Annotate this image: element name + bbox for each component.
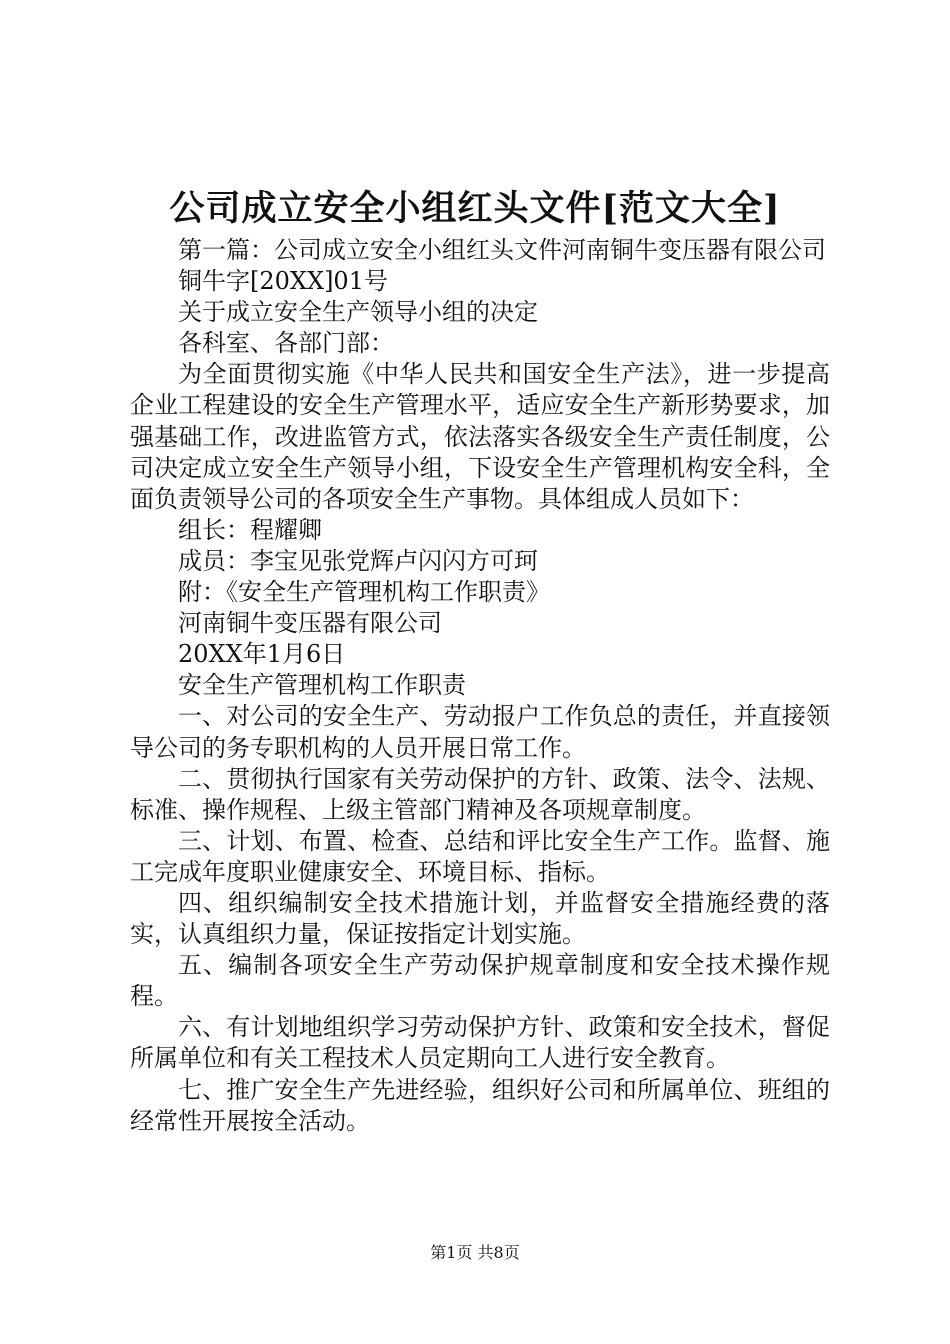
- paragraph: 二、贯彻执行国家有关劳动保护的方针、政策、法令、法规、标准、操作规程、上级主管部门精神及各项规章制度。: [130, 764, 830, 824]
- paragraph: 一、对公司的安全生产、劳动报户工作负总的责任，并直接领导公司的务专职机构的人员开展日常工作。: [130, 702, 830, 762]
- paragraph: 铜牛字[20XX]01号: [178, 267, 388, 296]
- paragraph: 20XX年1月6日: [178, 640, 346, 669]
- paragraph: 各科室、各部门部：: [178, 329, 394, 358]
- paragraph: 成员：李宝见张党辉卢闪闪方可珂: [178, 546, 538, 575]
- paragraph: 七、推广安全生产先进经验，组织好公司和所属单位、班组的经常性开展按全活动。: [130, 1075, 830, 1135]
- document-body: [130, 235, 830, 1137]
- page-footer: 第1页 共8页: [430, 1243, 520, 1262]
- document-title: 公司成立安全小组红头文件[范文大全]: [169, 188, 781, 229]
- paragraph: 为全面贯彻实施《中华人民共和国安全生产法》，进一步提高企业工程建设的安全生产管理水平，适应安全生产新形势要求，加强基础工作，改进监管方式，依法落实各级安全生产责任制度，公司决定成立安全生产领导小组，下设安全生产管理机构安全科，全面负责领导公司的各项安全生产事物。具体组成人员如下：: [130, 360, 830, 513]
- paragraph: 关于成立安全生产领导小组的决定: [178, 298, 538, 327]
- paragraph: 第一篇：公司成立安全小组红头文件河南铜牛变压器有限公司: [178, 236, 826, 264]
- paragraph: 六、有计划地组织学习劳动保护方针、政策和安全技术，督促所属单位和有关工程技术人员定期向工人进行安全教育。: [130, 1013, 830, 1073]
- paragraph: 河南铜牛变压器有限公司: [178, 609, 442, 638]
- paragraph: 安全生产管理机构工作职责: [178, 671, 466, 700]
- paragraph: 五、编制各项安全生产劳动保护规章制度和安全技术操作规程。: [130, 951, 830, 1011]
- paragraph: 三、计划、布置、检查、总结和评比安全生产工作。监督、施工完成年度职业健康安全、环境目标、指标。: [130, 826, 830, 886]
- paragraph: 四、组织编制安全技术措施计划，并监督安全措施经费的落实，认真组织力量，保证按指定计划实施。: [130, 888, 830, 949]
- paragraph: 组长：程耀卿: [178, 515, 322, 544]
- paragraph: 附：《安全生产管理机构工作职责》: [178, 578, 550, 607]
